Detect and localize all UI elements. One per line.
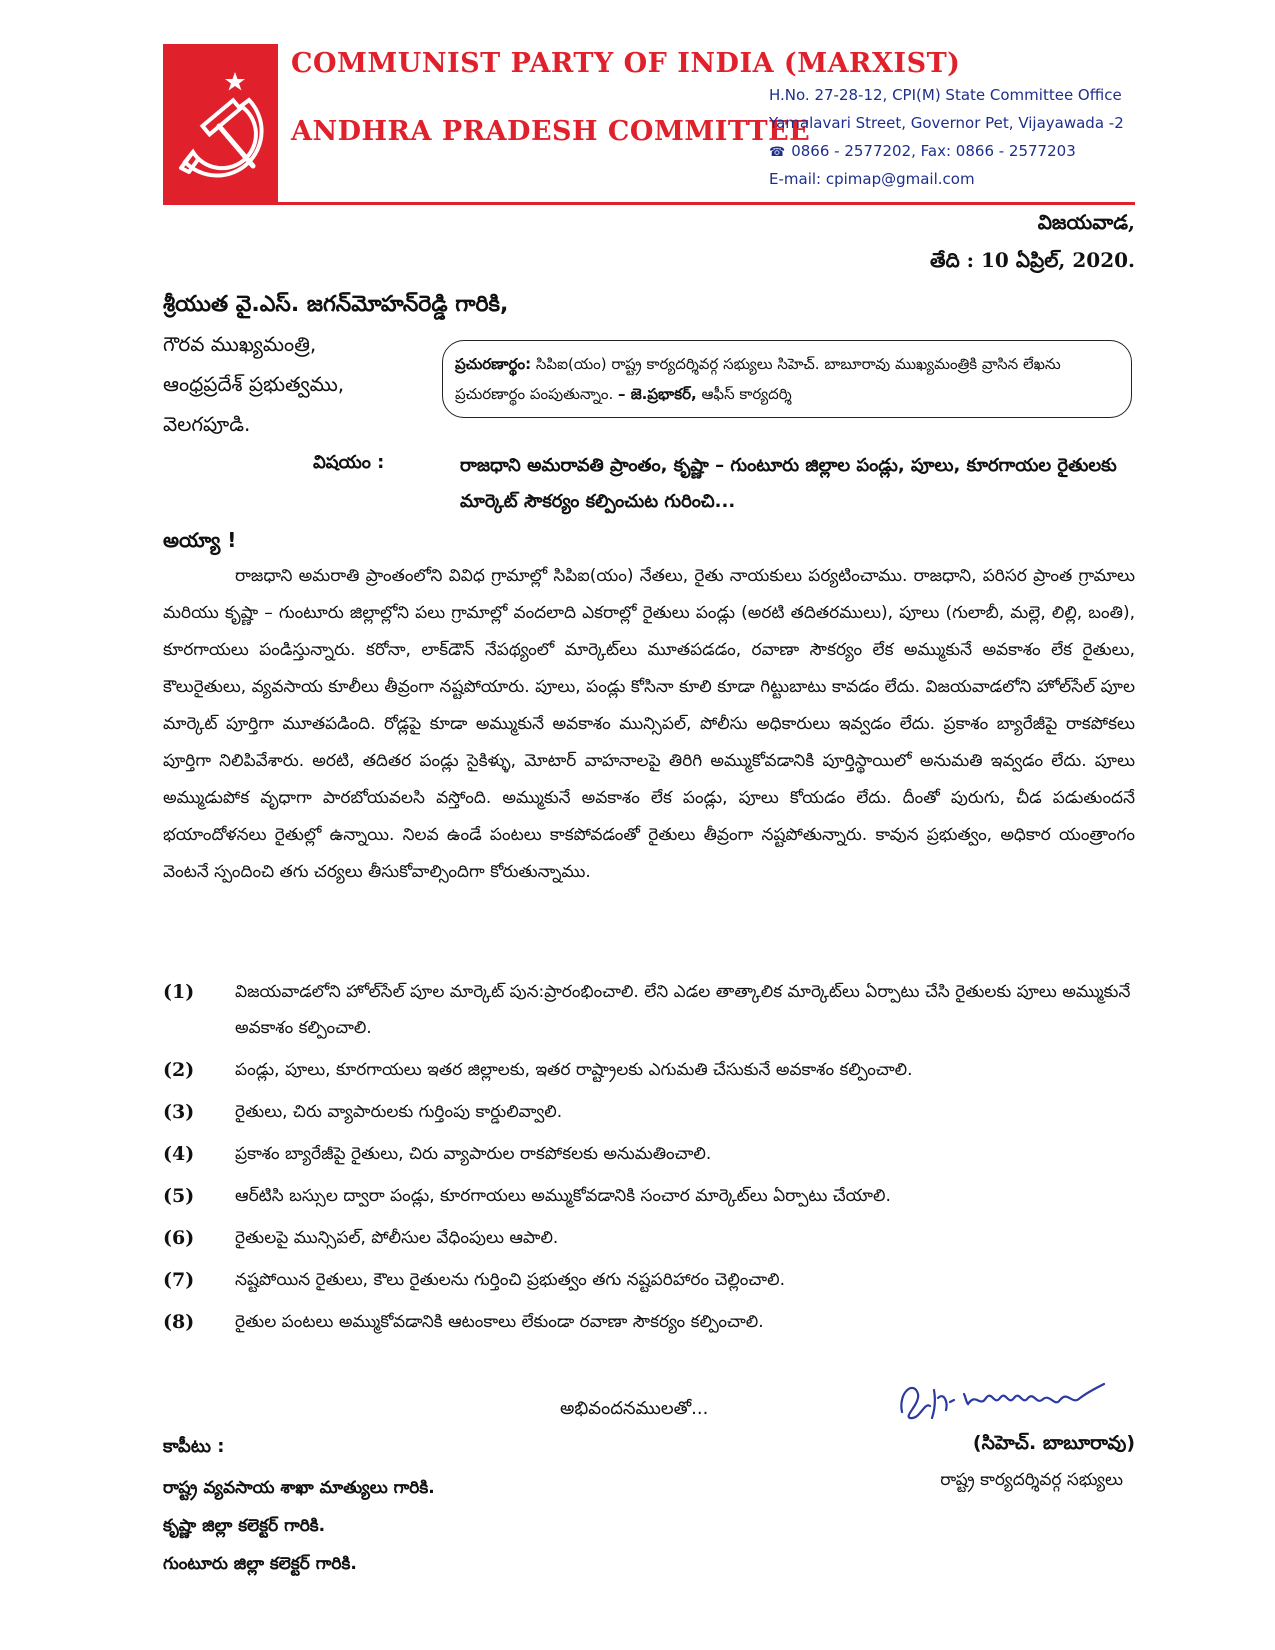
subject-label: విషయం :: [313, 452, 385, 473]
demand-number: (4): [163, 1143, 195, 1165]
demand-text: రైతుల పంటలు అమ్ముకోవడానికి ఆటంకాలు లేకుండా రవాణా సౌకర్యం కల్పించాలి.: [235, 1312, 764, 1332]
demand-number: (3): [163, 1101, 195, 1123]
addressee-line-2: ఆంధ్రప్రదేశ్ ప్రభుత్వము,: [163, 372, 345, 396]
address-line-1: H.No. 27-28-12, CPI(M) State Committee Office: [769, 86, 1122, 104]
press-note-signoff-name: – జె.ప్రభాకర్,: [618, 385, 697, 403]
demand-text: ప్రకాశం బ్యారేజీపై రైతులు, చిరు వ్యాపారుల రాకపోకలకు అనుమతించాలి.: [235, 1144, 712, 1164]
salutation: అయ్యా !: [163, 528, 237, 552]
addressee-line-1: గౌరవ ముఖ్యమంత్రి,: [163, 332, 317, 356]
demand-item: [163, 1262, 1135, 1298]
letterhead: [163, 44, 1135, 204]
demand-number: (7): [163, 1269, 195, 1291]
hammer-sickle-star-icon: [163, 44, 278, 203]
demand-item: [163, 1178, 1135, 1214]
demand-number: (5): [163, 1185, 195, 1207]
demand-item: [163, 1136, 1135, 1172]
demand-number: (6): [163, 1227, 195, 1249]
date: తేది : 10 ఏప్రిల్, 2020.: [930, 248, 1135, 272]
org-committee: ANDHRA PRADESH COMMITTEE: [291, 116, 811, 147]
addressee-name: శ్రీయుత వై.ఎస్. జగన్‌మోహన్‌రెడ్డి గారికి,: [163, 292, 509, 317]
press-note-text: సిపిఐ(యం) రాష్ట్ర కార్యదర్శివర్గ సభ్యులు సిహెచ్. బాబూరావు ముఖ్యమంత్రికి వ్రాసిన లేఖను ప్రచురణార్థం పంపుతున్నాం.: [455, 355, 1061, 403]
demand-text: రైతులు, చిరు వ్యాపారులకు గుర్తింపు కార్డులివ్వాలి.: [235, 1102, 563, 1122]
demand-item: [163, 1052, 1135, 1088]
addressee-line-3: వెలగపూడి.: [163, 412, 251, 436]
phone-text: 0866 - 2577202, Fax: 0866 - 2577203: [791, 142, 1076, 160]
body-paragraph: రాజధాని అమరాతి ప్రాంతంలోని వివిధ గ్రామాల్లో సిపిఐ(యం) నేతలు, రైతు నాయకులు పర్యటించాము. రాజధాని, పరిసర ప్రాంత గ్రామాలు మరియు కృష్ణా – గుంటూరు జిల్లాల్లోని పలు గ్రామాల్లో వందలాది ఎకరాల్లో రైతులు పండ్లు (అరటి తదితరములు), పూలు (గులాబీ, మల్లె, లిల్లి, బంతి), కూరగాయలు పండిస్తున్నారు. కరోనా, లాక్‌డౌన్ నేపథ్యంలో మార్కెట్‌లు మూతపడడం, రవాణా సౌకర్యం లేక అమ్ముకునే అవకాశం లేక రైతులు, కౌలురైతులు, వ్యవసాయ కూలీలు తీవ్రంగా నష్టపోయారు. పూలు, పండ్లు కోసినా కూలి కూడా గిట్టుబాటు కావడం లేదు. విజయవాడలోని హోల్‌సేల్ పూల మార్కెట్ పూర్తిగా మూతపడింది. రోడ్లపై కూడా అమ్ముకునే అవకాశం మున్సిపల్, పోలీసు అధికారులు ఇవ్వడం లేదు. ప్రకాశం బ్యారేజీపై రాకపోకలు పూర్తిగా నిలిపివేశారు. అరటి, తదితర పండ్లు సైకిళ్ళు, మోటార్ వాహనాలపై తిరిగి అమ్ముకోవడానికి పూర్తిస్థాయిలో అనుమతి ఇవ్వడం లేదు. పూలు అమ్ముడుపోక వృధాగా పారబోయవలసి వస్తోంది. అమ్ముకునే అవకాశం లేక పండ్లు, పూలు కోయడం లేదు. దీంతో పురుగు, చీడ పడుతుందనే భయాందోళనలు రైతుల్లో ఉన్నాయి. నిలవ ఉండే పంటలు కాకపోవడంతో రైతులు తీవ్రంగా నష్టపోతున్నారు. కావున ప్రభుత్వం, అధికార యంత్రాంగం వెంటనే స్పందించి తగు చర్యలు తీసుకోవాల్సిందిగా కోరుతున్నాము.: [163, 566, 1135, 882]
demand-text: పండ్లు, పూలు, కూరగాయలు ఇతర జిల్లాలకు, ఇతర రాష్ట్రాలకు ఎగుమతి చేసుకునే అవకాశం కల్పించాలి.: [235, 1060, 913, 1080]
copy-to-item: గుంటూరు జిల్లా కలెక్టర్ గారికి.: [163, 1554, 357, 1574]
subject-text: రాజధాని అమరావతి ప్రాంతం, కృష్ణా – గుంటూరు జిల్లాల పండ్లు, పూలు, కూరగాయల రైతులకు మార్కెట్ సౌకర్యం కల్పించుట గురించి...: [460, 455, 1117, 512]
signer-title: రాష్ట్ర కార్యదర్శివర్గ సభ్యులు: [940, 1470, 1123, 1490]
phone-line: [769, 142, 1076, 160]
signer-name: (సిహెచ్. బాబూరావు): [972, 1432, 1135, 1454]
closing-regards: అభివందనములతో...: [560, 1398, 709, 1419]
letterhead-rule: [163, 202, 1135, 205]
demand-item: [163, 1220, 1135, 1256]
demand-text: నష్టపోయిన రైతులు, కౌలు రైతులను గుర్తించి ప్రభుత్వం తగు నష్టపరిహారం చెల్లించాలి.: [235, 1270, 785, 1290]
demand-number: (2): [163, 1059, 195, 1081]
handwritten-signature: [890, 1372, 1120, 1436]
email-line: E-mail: cpimap@gmail.com: [769, 170, 975, 188]
demand-text: రైతులపై మున్సిపల్, పోలీసుల వేధింపులు ఆపాలి.: [235, 1228, 559, 1248]
demand-item: [163, 974, 1135, 1046]
demand-number: (8): [163, 1311, 195, 1333]
demand-number: (1): [163, 981, 195, 1003]
demand-text: విజయవాడలోని హోల్‌సేల్ పూల మార్కెట్ పున:ప్రారంభించాలి. లేని ఎడల తాత్కాలిక మార్కెట్‌లు ఏర్పాటు చేసి రైతులకు పూలు అమ్ముకునే అవకాశం కల్పించాలి.: [235, 982, 1131, 1038]
copy-to-item: కృష్ణా జిల్లా కలెక్టర్ గారికి.: [163, 1516, 326, 1536]
place: విజయవాడ,: [1037, 210, 1135, 234]
press-note-signoff-title: ఆఫీస్ కార్యదర్శి: [701, 385, 792, 403]
copy-to-item: రాష్ట్ర వ్యవసాయ శాఖా మాత్యులు గారికి.: [163, 1478, 435, 1498]
demands-list: [163, 974, 1135, 1346]
party-logo: [163, 44, 278, 203]
org-name: COMMUNIST PARTY OF INDIA (MARXIST): [291, 48, 961, 79]
phone-icon: ☎: [769, 145, 786, 160]
demand-item: [163, 1304, 1135, 1340]
copy-to-label: కాపీటు :: [163, 1436, 225, 1457]
press-note-label: ప్రచురణార్థం:: [455, 355, 532, 373]
press-note-box: [442, 340, 1132, 418]
demand-text: ఆర్‌టిసి బస్సుల ద్వారా పండ్లు, కూరగాయలు అమ్ముకోవడానికి సంచార మార్కెట్‌లు ఏర్పాటు చేయాలి.: [235, 1186, 891, 1206]
demand-item: [163, 1094, 1135, 1130]
address-line-2: Yamalavari Street, Governor Pet, Vijayawada -2: [769, 114, 1124, 132]
